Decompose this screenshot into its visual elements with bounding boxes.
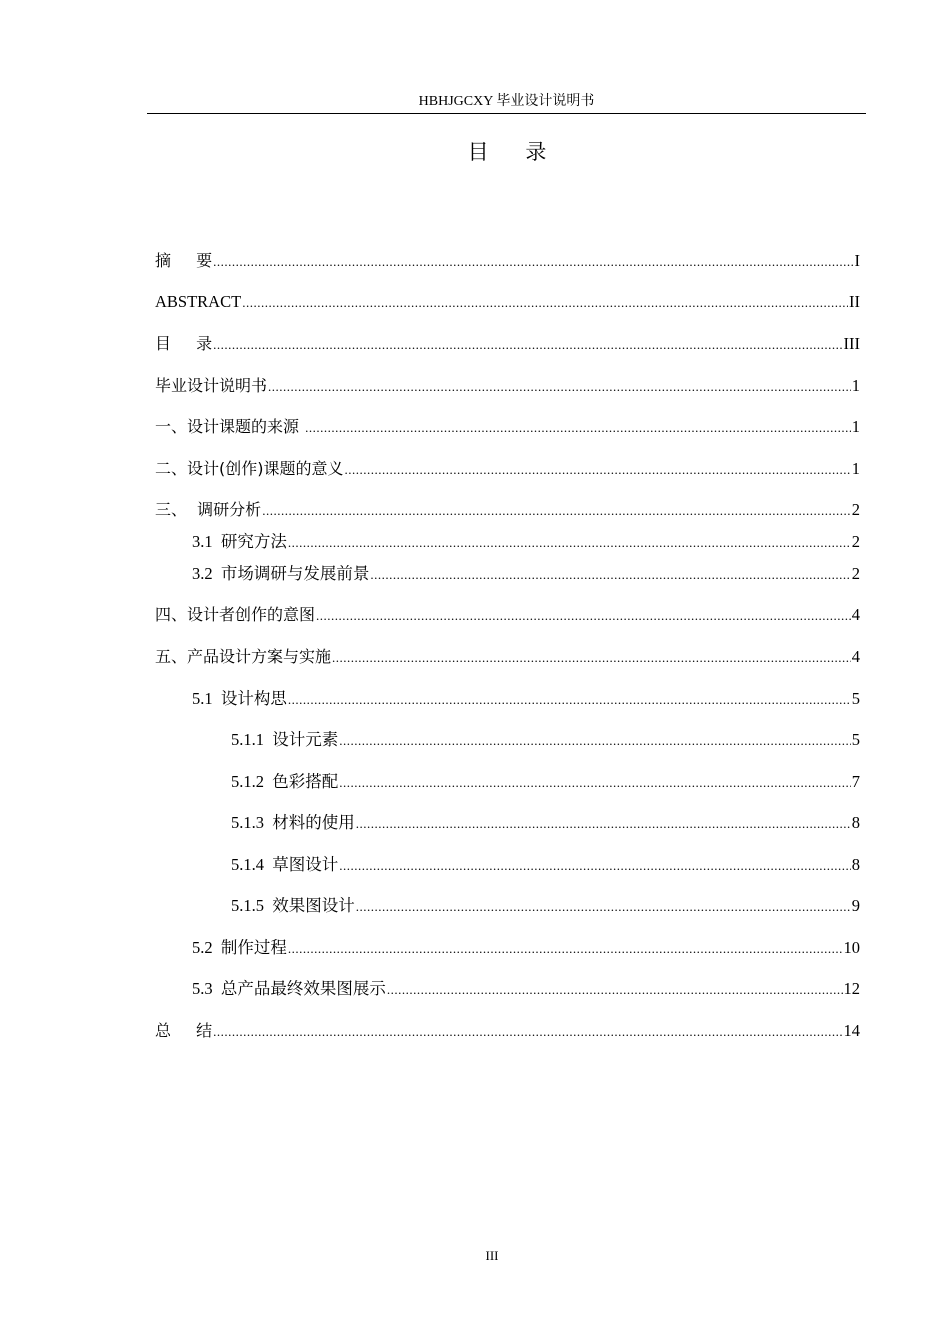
toc-leader — [316, 604, 851, 628]
toc-entry-section-3-1[interactable] — [192, 530, 860, 554]
toc-label: 5.1.3 材料的使用 — [231, 813, 355, 832]
toc-page-number: 1 — [851, 417, 860, 436]
toc-label: 5.1 设计构思 — [192, 689, 287, 708]
toc-page-number: 5 — [851, 689, 860, 708]
toc-label: 5.2 制作过程 — [192, 938, 287, 957]
toc-leader — [288, 531, 851, 555]
toc-entry-section-5-1-3[interactable] — [231, 811, 860, 835]
toc-label: 总 结 — [155, 1021, 213, 1040]
toc-entry-section-2[interactable] — [155, 457, 860, 481]
toc-page-number: III — [843, 334, 860, 353]
toc-entry-section-5-1-4[interactable] — [231, 853, 860, 877]
toc-page-number: 9 — [851, 896, 860, 915]
toc-label: 三、 调研分析 — [155, 500, 262, 519]
toc-page-number: 1 — [851, 376, 860, 395]
toc-label: 5.1.1 设计元素 — [231, 730, 339, 749]
toc-label: 四、设计者创作的意图 — [155, 605, 316, 624]
toc-entry-abstract-cn[interactable] — [155, 249, 860, 273]
toc-page-number: 8 — [851, 855, 860, 874]
toc-label: 5.3 总产品最终效果图展示 — [192, 979, 386, 998]
toc-leader — [356, 812, 851, 836]
page-header: HBHJGCXY 毕业设计说明书 — [147, 92, 866, 114]
toc-entry-abstract-en[interactable] — [155, 290, 860, 314]
toc-page-number: 7 — [851, 772, 860, 791]
toc-entry-section-4[interactable] — [155, 603, 860, 627]
toc-page-number: 5 — [851, 730, 860, 749]
toc-leader — [339, 771, 851, 795]
toc-leader — [213, 250, 853, 274]
toc-leader — [345, 458, 851, 482]
toc-page-number: 1 — [851, 459, 860, 478]
toc-page-number: 4 — [851, 605, 860, 624]
toc-leader — [242, 291, 848, 315]
toc-page-number: 2 — [851, 532, 860, 551]
toc-entry-section-5[interactable] — [155, 645, 860, 669]
toc-leader — [387, 978, 843, 1002]
toc-page-number: 4 — [851, 647, 860, 666]
toc-leader — [288, 937, 843, 961]
toc-entry-section-5-1-5[interactable] — [231, 894, 860, 918]
toc-label: 摘 要 — [155, 251, 213, 270]
toc-leader — [268, 375, 851, 399]
toc-page-number: I — [854, 251, 860, 270]
toc-leader — [339, 729, 851, 753]
toc-label: 毕业设计说明书 — [155, 376, 268, 395]
toc-entry-section-5-1-1[interactable] — [231, 728, 860, 752]
toc-label: 目 录 — [155, 334, 213, 353]
toc-entry-section-5-2[interactable] — [192, 936, 860, 960]
toc-label: 一、设计课题的来源 — [155, 417, 305, 436]
toc-leader — [370, 563, 850, 587]
toc-label: 3.2 市场调研与发展前景 — [192, 564, 370, 583]
toc-label: 5.1.2 色彩搭配 — [231, 772, 339, 791]
toc-label: ABSTRACT — [155, 292, 242, 311]
toc-leader — [339, 854, 851, 878]
toc-label: 3.1 研究方法 — [192, 532, 287, 551]
toc-entry-contents[interactable] — [155, 332, 860, 356]
toc-entry-section-5-1[interactable] — [192, 687, 860, 711]
toc-label: 五、产品设计方案与实施 — [155, 647, 332, 666]
toc-page-number: 2 — [851, 564, 860, 583]
toc-page-number: 8 — [851, 813, 860, 832]
toc-leader — [288, 688, 851, 712]
toc-page-number: 12 — [843, 979, 860, 998]
toc-entry-section-5-1-2[interactable] — [231, 770, 860, 794]
toc-entry-design-manual[interactable] — [155, 374, 860, 398]
toc-page-number: II — [849, 292, 860, 311]
toc-leader — [262, 499, 851, 523]
toc-page-number: 2 — [851, 500, 860, 519]
toc-label: 二、设计(创作)课题的意义 — [155, 459, 344, 478]
toc-entry-conclusion[interactable] — [155, 1019, 860, 1043]
toc-entry-section-1[interactable] — [155, 415, 860, 439]
toc-label: 5.1.5 效果图设计 — [231, 896, 355, 915]
toc-leader — [356, 895, 851, 919]
page-title: 目 录 — [467, 140, 547, 164]
toc-page-number: 10 — [843, 938, 860, 957]
toc-entry-section-3[interactable] — [155, 498, 860, 522]
toc-label: 5.1.4 草图设计 — [231, 855, 339, 874]
toc-entry-section-5-3[interactable] — [192, 977, 860, 1001]
toc-page-number: 14 — [843, 1021, 860, 1040]
toc-leader — [213, 1020, 842, 1044]
page-number: III — [485, 1248, 499, 1263]
toc-leader — [305, 416, 851, 440]
toc-leader — [332, 646, 851, 670]
toc-leader — [213, 333, 842, 357]
toc-entry-section-3-2[interactable] — [192, 562, 860, 586]
